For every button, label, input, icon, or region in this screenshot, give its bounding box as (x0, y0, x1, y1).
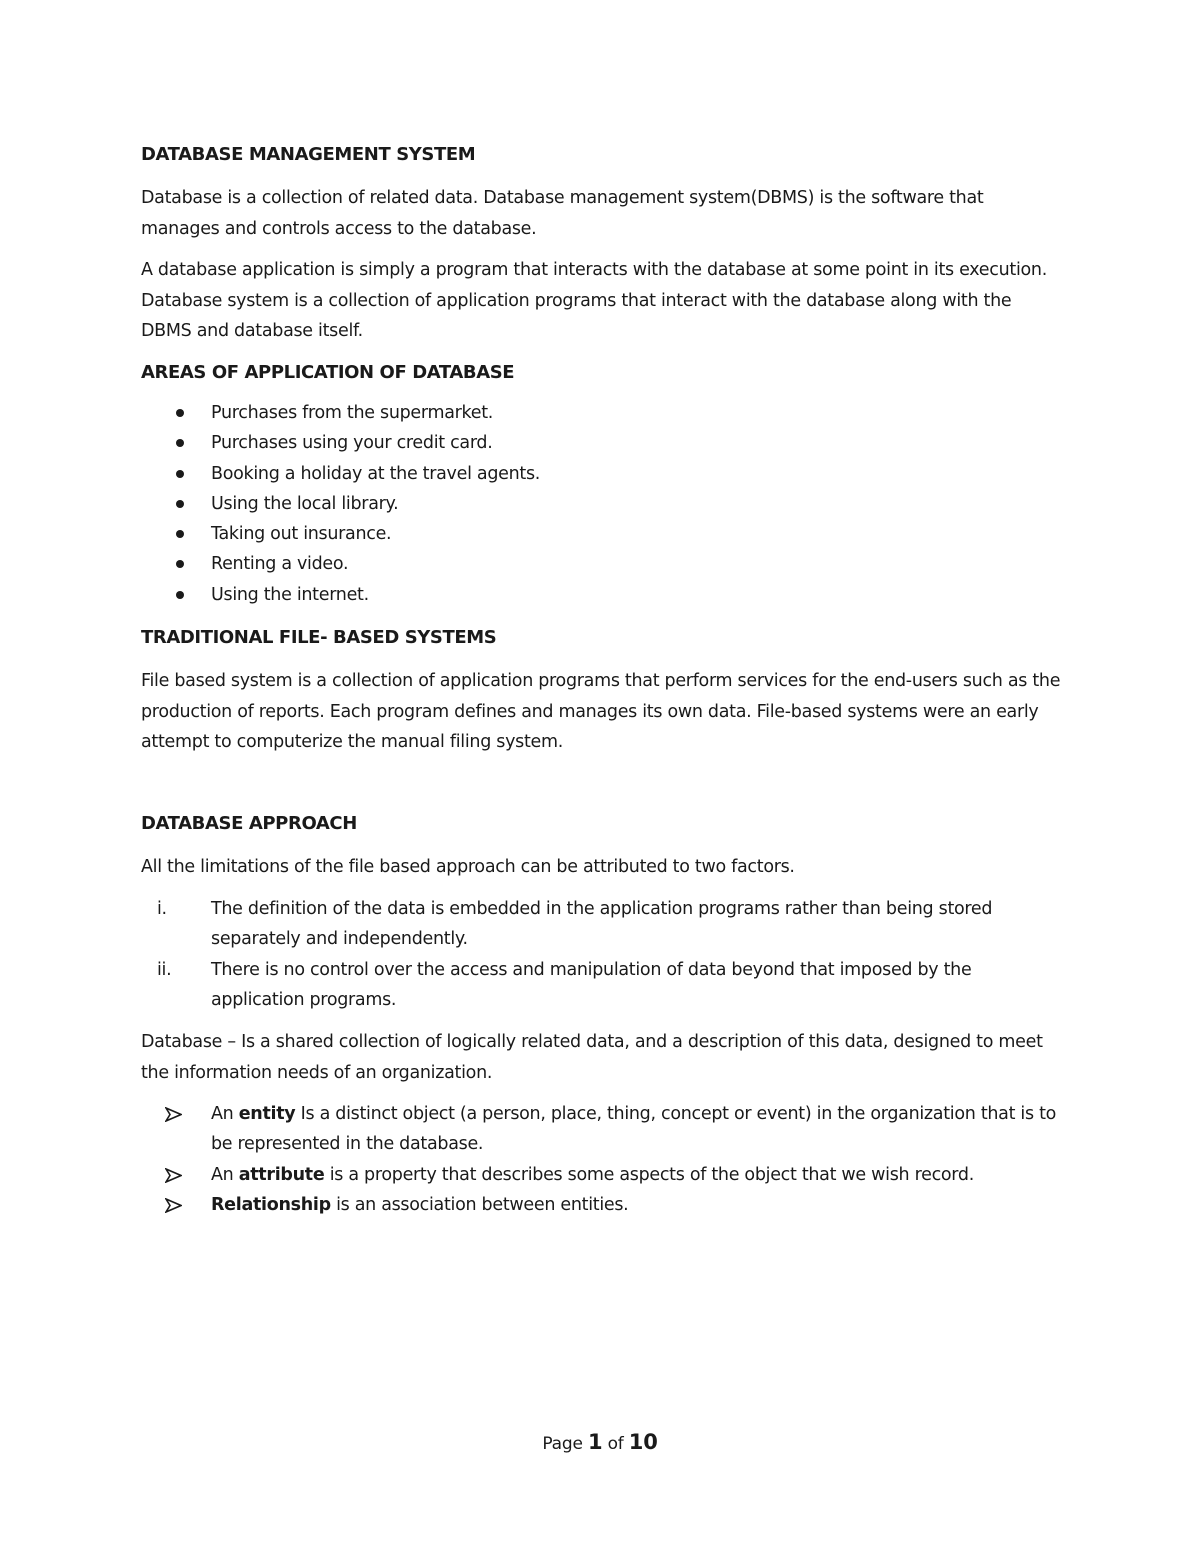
footer-page-word: Page (542, 1434, 583, 1454)
list-item-text: Booking a holiday at the travel agents. (211, 463, 541, 484)
list-item-text: Taking out insurance. (211, 524, 392, 545)
list-item (141, 459, 1066, 489)
footer-current-page: 1 (587, 1430, 603, 1454)
list-item-text: Using the local library. (211, 493, 399, 514)
bullet-icon (176, 500, 184, 508)
arrow-bullet-icon (165, 1107, 182, 1122)
list-item (141, 1160, 1066, 1190)
list-item (141, 519, 1066, 549)
list-number: i. (157, 899, 167, 919)
bullet-icon (176, 530, 184, 538)
arrow-bullet-icon (165, 1198, 182, 1213)
list-item (141, 398, 1066, 428)
bullet-icon (176, 591, 184, 599)
paragraph-database-application: A database application is simply a program that interacts with the database at some point in its execution. Database system is a collection of application programs that interact with the database along with the DBMS and database itself. (141, 260, 1047, 341)
heading-dbms: DATABASE MANAGEMENT SYSTEM (141, 144, 476, 165)
list-item (141, 955, 1066, 1016)
application-areas-list (141, 398, 1066, 610)
bullet-icon (176, 439, 184, 447)
list-item (141, 549, 1066, 579)
list-item (141, 894, 1066, 955)
list-item (141, 489, 1066, 519)
paragraph-file-based-systems: File based system is a collection of application programs that perform services for the end-users such as the production of reports. Each program defines and manages its own data. File-based systems were an early attempt to computerize the manual filing system. (141, 671, 1061, 752)
bullet-icon (176, 409, 184, 417)
term-prefix: An (211, 1164, 239, 1185)
list-item-text: There is no control over the access and manipulation of data beyond that imposed by the application programs. (211, 959, 972, 1010)
list-item (141, 580, 1066, 610)
term-prefix: An (211, 1104, 239, 1124)
terms-list (141, 1099, 1066, 1220)
heading-areas-of-application: AREAS OF APPLICATION OF DATABASE (141, 362, 515, 383)
bullet-icon (176, 560, 184, 568)
footer-total-pages: 10 (628, 1430, 658, 1454)
term-entity: entity (238, 1104, 296, 1124)
limitations-list (141, 894, 1066, 1015)
paragraph-limitations-intro: All the limitations of the file based approach can be attributed to two factors. (141, 857, 795, 877)
arrow-bullet-icon (165, 1168, 182, 1183)
term-attribute: attribute (238, 1164, 325, 1185)
bullet-icon (176, 470, 184, 478)
heading-database-approach: DATABASE APPROACH (141, 813, 357, 834)
paragraph-dbms-definition: Database is a collection of related data. Database management system(DBMS) is the software that manages and controls access to the database. (141, 188, 984, 239)
list-item-text: Purchases using your credit card. (211, 433, 493, 454)
list-item-text: Purchases from the supermarket. (211, 403, 494, 423)
list-number: ii. (157, 959, 172, 980)
list-item-text: Using the internet. (211, 584, 369, 605)
list-item-text: Renting a video. (211, 554, 349, 575)
list-item (141, 1190, 1066, 1220)
term-text: is a property that describes some aspects of the object that we wish record. (324, 1164, 974, 1185)
footer-of-word: of (607, 1434, 624, 1454)
heading-file-based-systems: TRADITIONAL FILE- BASED SYSTEMS (141, 627, 497, 648)
list-item-text: The definition of the data is embedded in the application programs rather than being stored separately and independently. (211, 899, 993, 950)
list-item (141, 428, 1066, 458)
paragraph-database-definition: Database – Is a shared collection of logically related data, and a description of this data, designed to meet the information needs of an organization. (141, 1032, 1043, 1083)
term-text: Is a distinct object (a person, place, thing, concept or event) in the organization that is to be represented in the database. (211, 1104, 1057, 1155)
term-text: is an association between entities. (330, 1194, 629, 1215)
list-item (141, 1099, 1066, 1160)
page-footer (0, 1430, 1200, 1454)
term-relationship: Relationship (211, 1194, 331, 1215)
